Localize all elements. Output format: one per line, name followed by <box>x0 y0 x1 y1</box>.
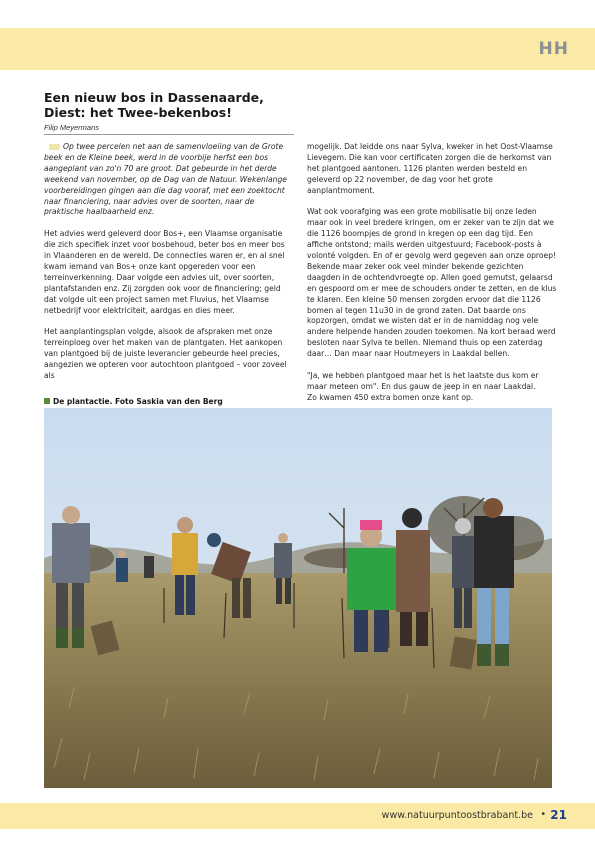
photo-caption-text: De plantactie. Foto Saskia van den Berg <box>53 397 223 406</box>
text-column-right <box>307 142 557 404</box>
body-paragraph: "Ja, we hebben plantgoed maar het is het laatste dus kom er maar meteen om". En dus gauw de jeep in en naar Laakdal. <box>307 371 539 391</box>
body-paragraph: mogelijk. Dat leidde ons naar Sylva, kweker in het Oost-Vlaamse Lievegem. Die kan voor certificaten zorgen die de herkomst van het plantgoed aantonen. 1126 planten werden besteld en geleverd op 22 november, de dag voor het grote aanplantmoment. <box>307 142 553 195</box>
text-column-left <box>44 142 294 393</box>
section-code: HH <box>538 39 569 59</box>
website-link[interactable]: www.natuurpuntoostbrabant.be <box>381 810 533 821</box>
body-paragraph: Wat ook voorafging was een grote mobilisatie bij onze leden maar ook in veel bredere kringen, om er zeker van te zijn dat we die 1126 boompjes de grond in kregen op een dag tijd. Een affiche ontstond; mails werden uitgestuurd; Facebook-posts à volonté volgden. En of er gevolg werd gegeven aan onze oproep! Bekende maar zeker ook veel minder bekende gezichten daagden in de ochtendvroegte op. Allen goed gemutst, gelaarsd en gespoord om er mee de schouders onder te zetten, en de klus te klaren. Een kleine 50 mensen zorgden ervoor dat die 1126 bomen al tegen 11u30 in de grond zaten. Dat baarde ons kopzorgen, omdat we wisten dat er in de namiddag nog vele andere helpende handen zouden toekomen. Na kort beraad werd besloten naar Sylva te bellen. Niemand thuis op een zaterdag daar… Dan maar naar Houtmeyers in Laakdal bellen. <box>307 207 557 359</box>
footer-separator: • <box>541 809 545 820</box>
header-band <box>0 28 595 70</box>
caption-marker <box>44 398 50 404</box>
lead-marker <box>49 144 60 150</box>
lead-paragraph <box>44 142 294 218</box>
lead-text: Op twee percelen net aan de samenvloeiing van de Grote beek en de Kleine beek, werd in de voorbije herfst een bos aangeplant van zo'n 70 are groot. Dat gebeurde in het derde weekend van november, op de Dag van de Natuur. Wekenlange voorbereidingen gingen aan die dag vooraf, met een zoektocht naar financiering, naar advies over de soorten, naar de praktische haalbaarheid enz. <box>44 142 287 217</box>
body-paragraph: Het aanplantingsplan volgde, alsook de afspraken met onze terreinploeg over het maken van de plantgaten. Het aankopen van plantgoed bij de juiste leverancier gebeurde heel precies, aangezien we opteren voor autochtoon plantgoed – voor zoveel als <box>44 327 287 380</box>
footer-band <box>0 803 595 829</box>
photo-illustration <box>44 408 552 788</box>
body-paragraph: Het advies werd geleverd door Bos+, een Vlaamse organisatie die zich specifiek inzet voor bosbehoud, beter bos en meer bos in Vlaanderen en de wereld. De connecties waren er, en al snel kwam iemand van Bos+ onze kant opgereden voor een terreinverkenning. Daar volgde een advies uit, over soorten, plantafstanden enz. Zij zorgden ook voor de financiering; geld dat volgde uit een project samen met Fluvius, het Vlaamse netbedrijf voor elektriciteit, aardgas en dies meer. <box>44 229 285 315</box>
body-paragraph: Zo kwamen 450 extra bomen onze kant op. <box>307 392 474 402</box>
article-title: Een nieuw bos in Dassenaarde, Diest: het Twee-bekenbos! <box>44 90 264 120</box>
author-byline: Filip Meyermans <box>44 123 100 132</box>
photo-caption <box>44 397 223 406</box>
page-number: 21 <box>550 808 567 822</box>
byline-divider <box>44 134 294 135</box>
planting-photo <box>44 408 552 788</box>
